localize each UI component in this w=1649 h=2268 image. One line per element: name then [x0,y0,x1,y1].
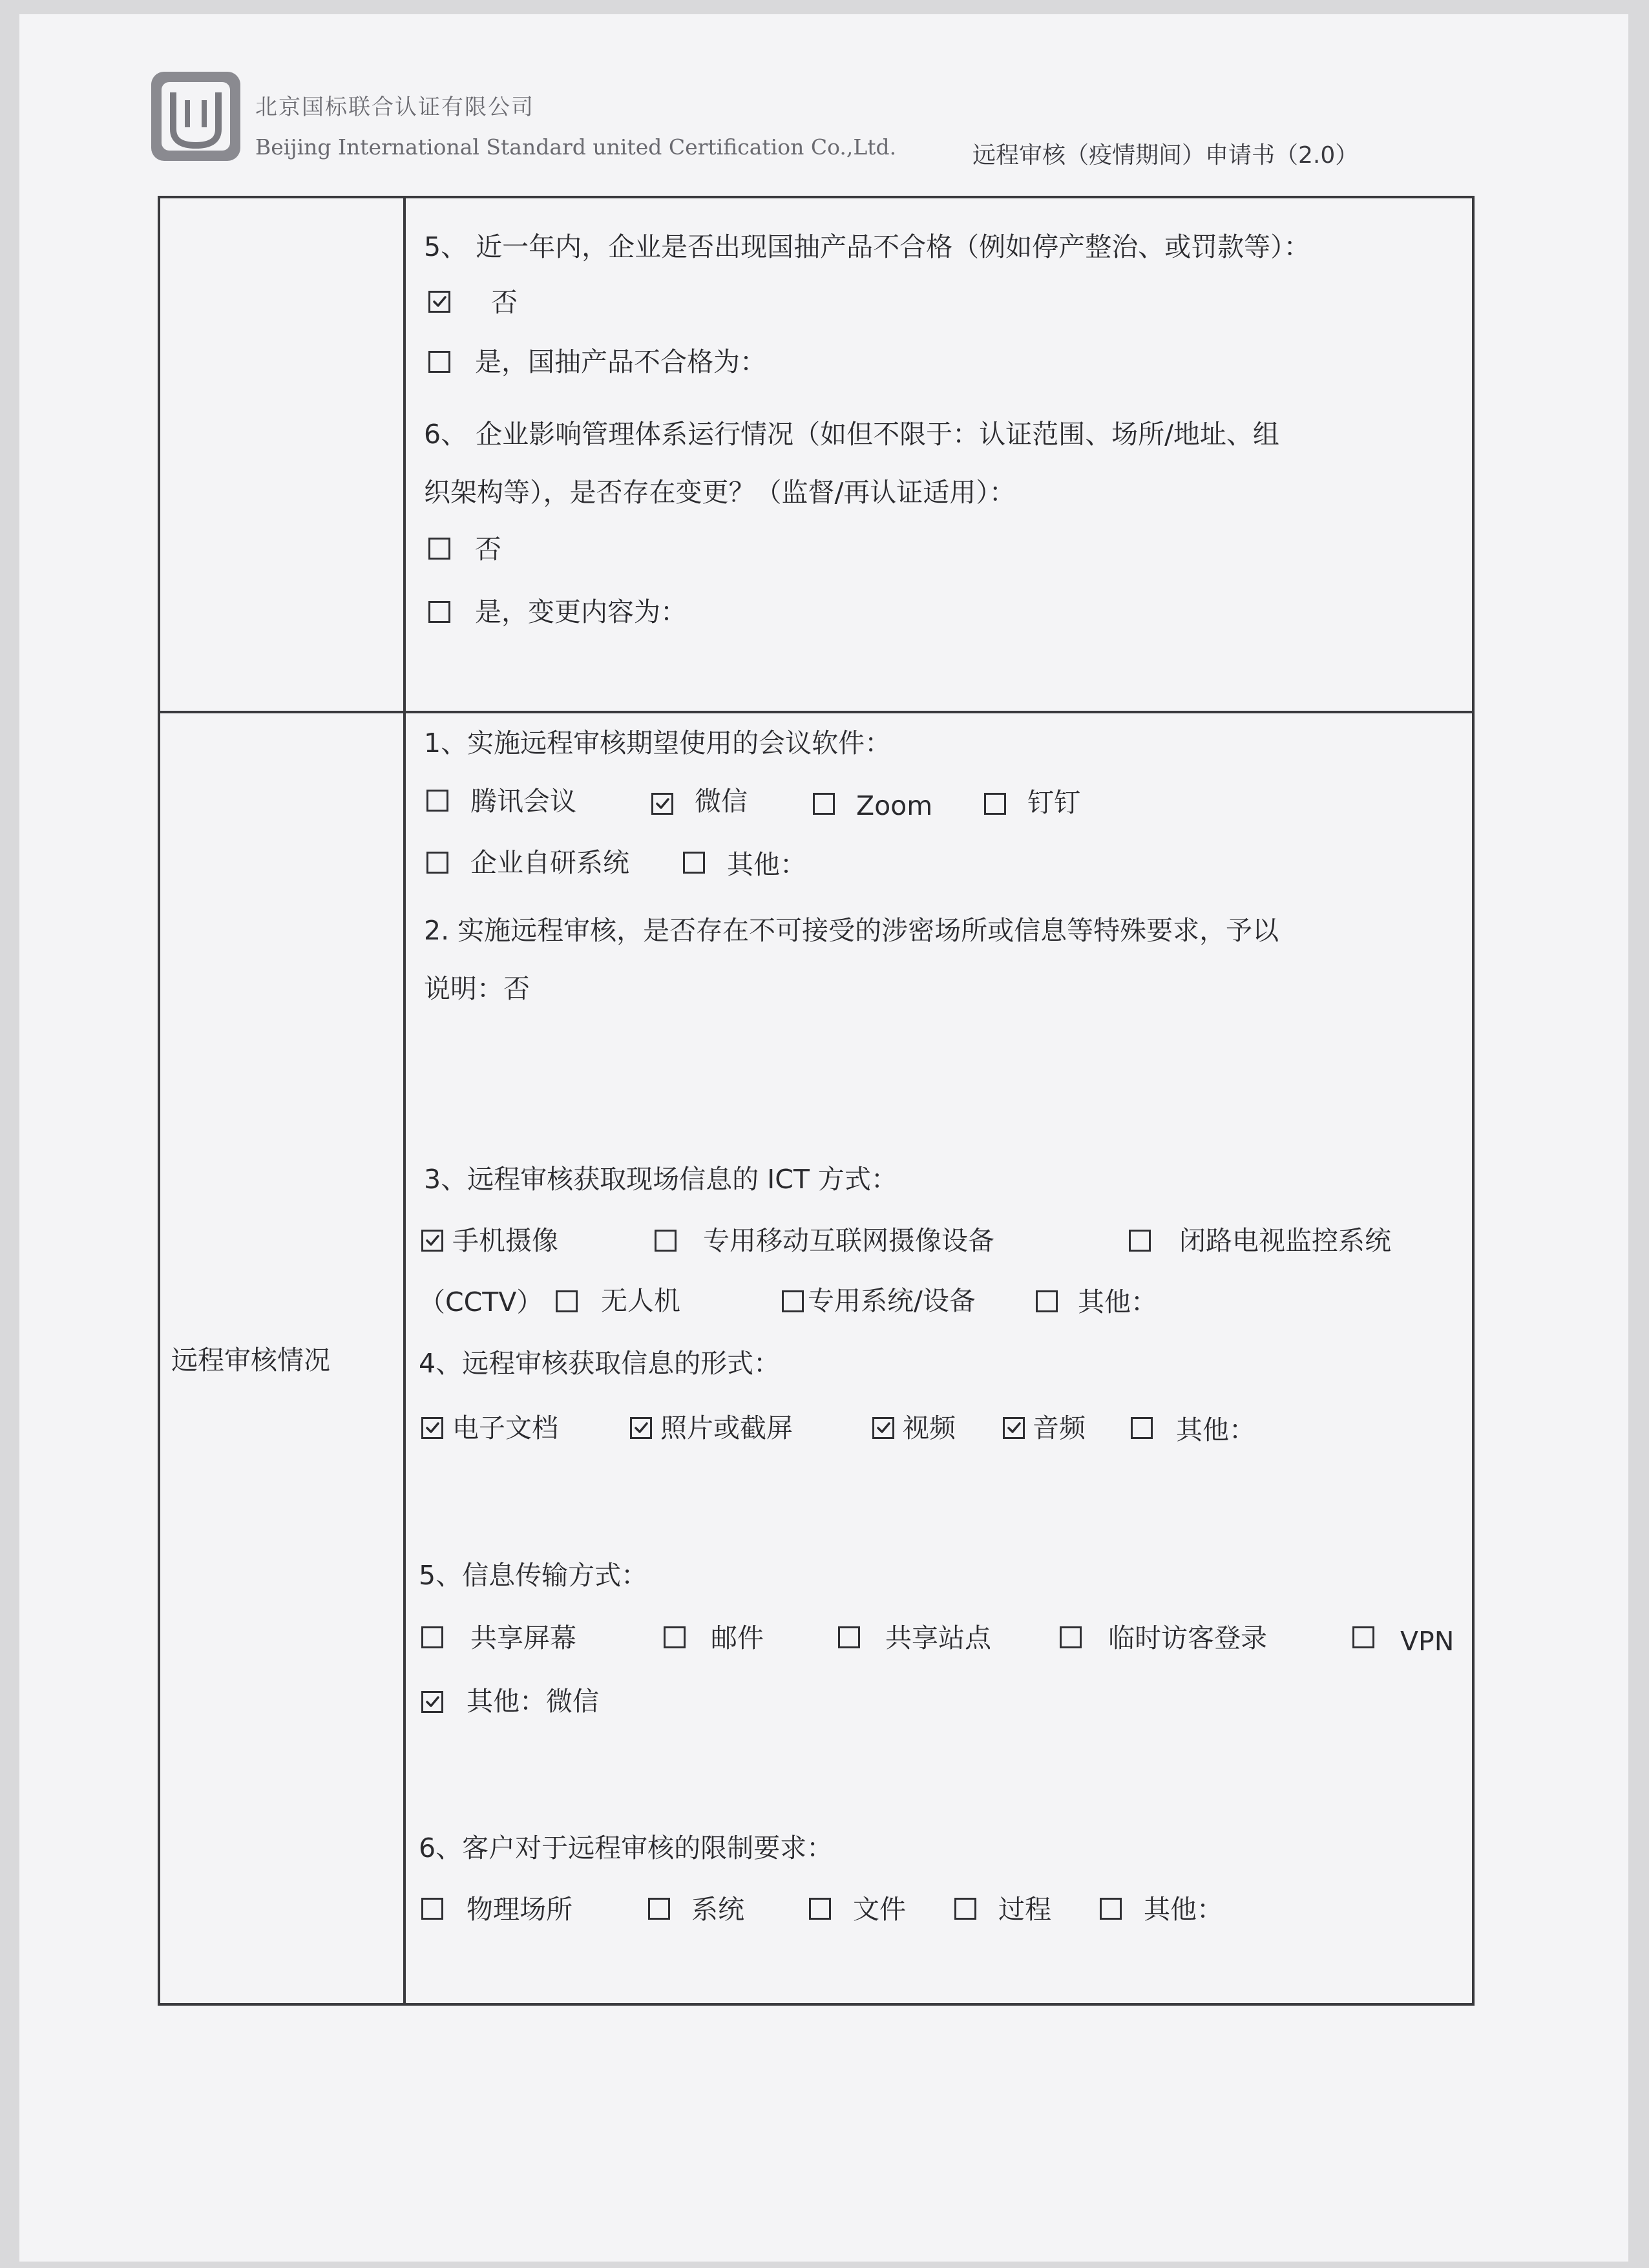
remote-q5-title: 5、信息传输方式： [419,1560,648,1591]
option-label: 是，变更内容为： [475,596,687,627]
checkbox-temp-guest-login[interactable] [1060,1626,1082,1648]
checkbox-tencent-meeting[interactable] [426,790,448,812]
question-6-title-line1: 6、 企业影响管理体系运行情况（如但不限于：认证范围、场所/地址、组 [424,419,1279,450]
option-label: 否 [491,287,518,318]
checkbox-other-format[interactable] [1131,1417,1153,1439]
company-logo [147,68,244,165]
remote-q6-title: 6、客户对于远程审核的限制要求： [419,1832,834,1864]
option-label: 否 [475,534,501,565]
option-label: 过程 [998,1894,1051,1925]
check-mark-icon [876,1420,891,1436]
check-mark-icon [655,796,670,812]
checkbox-other-transfer[interactable] [421,1691,443,1713]
check-mark-icon [425,1420,440,1436]
checkbox-physical-site[interactable] [421,1898,443,1920]
document-title: 远程审核（疫情期间）申请书（2.0） [972,142,1359,169]
check-mark-icon [425,1233,440,1248]
table-top-border [158,196,1473,198]
remote-q4-title: 4、远程审核获取信息的形式： [419,1348,781,1379]
checkbox-other-restriction[interactable] [1100,1898,1122,1920]
option-label: 文件 [853,1894,906,1925]
checkbox-photo-screenshot[interactable] [630,1417,652,1439]
option-label: 其他： [1176,1414,1255,1445]
option-label: 闭路电视监控系统 [1179,1225,1391,1256]
checkbox-share-screen[interactable] [421,1626,443,1648]
checkbox-self-developed-system[interactable] [426,852,448,874]
option-label: 手机摄像 [452,1225,558,1256]
remote-q2-title: 2. 实施远程审核，是否存在不可接受的涉密场所或信息等特殊要求，予以 [424,915,1279,946]
option-label: 共享站点 [885,1622,991,1654]
option-label: 电子文档 [452,1412,558,1444]
option-label: 微信 [695,786,748,817]
option-label: 系统 [691,1894,744,1925]
checkbox-email[interactable] [664,1626,686,1648]
remote-q1-title: 1、实施远程审核期望使用的会议软件： [424,728,892,759]
option-label: 视频 [903,1412,956,1444]
option-label: 其他： [727,849,806,880]
checkbox-electronic-document[interactable] [421,1417,443,1439]
option-label: 腾讯会议 [470,786,576,817]
option-label: 邮件 [711,1622,764,1654]
checkbox-dedicated-system[interactable] [782,1290,804,1312]
check-mark-icon [1006,1420,1022,1436]
checkbox-share-site[interactable] [838,1626,860,1648]
option-label: 其他： [1078,1286,1157,1318]
option-label: 是，国抽产品不合格为： [475,346,766,377]
option-label: Zoom [856,790,933,821]
option-label: 照片或截屏 [660,1412,793,1444]
check-mark-icon [633,1420,649,1436]
remote-q2-answer: 说明：否 [424,973,530,1004]
table-bottom-border [158,2003,1473,2006]
table-row-divider [158,711,1473,713]
company-name-cn: 北京国标联合认证有限公司 [255,94,534,120]
option-label: VPN [1400,1626,1455,1657]
option-label: 专用系统/设备 [808,1285,976,1316]
checkbox-vpn[interactable] [1352,1626,1374,1648]
checkbox-cctv[interactable] [1129,1230,1151,1252]
option-label: 无人机 [601,1285,680,1316]
checkbox-zoom[interactable] [813,793,835,815]
checkbox-mobile-internet-camera[interactable] [655,1230,677,1252]
checkbox-yes-change[interactable] [428,601,450,623]
checkbox-audio[interactable] [1003,1417,1025,1439]
remote-q3-title: 3、远程审核获取现场信息的 ICT 方式： [424,1164,898,1195]
checkbox-yes-product-failure[interactable] [428,351,450,373]
checkbox-process[interactable] [954,1898,976,1920]
option-label: 共享屏幕 [470,1622,576,1654]
check-mark-icon [425,1694,440,1710]
table-left-border [158,196,160,2006]
checkbox-other-ict[interactable] [1036,1290,1058,1312]
option-label: 钉钉 [1027,787,1080,818]
option-label: 企业自研系统 [470,847,629,878]
option-label: 其他：微信 [467,1686,599,1717]
option-label: 专用移动互联网摄像设备 [703,1225,994,1256]
company-name-en: Beijing International Standard united Certification Co.,Ltd. [255,134,897,160]
table-column-divider [403,196,406,2006]
checkbox-no-product-failure[interactable] [428,291,450,313]
checkbox-no-change[interactable] [428,538,450,560]
option-label: 音频 [1033,1412,1086,1444]
checkbox-dingtalk[interactable] [984,793,1006,815]
checkbox-phone-camera[interactable] [421,1230,443,1252]
option-label: 其他： [1144,1894,1223,1925]
option-label: 临时访客登录 [1108,1622,1267,1654]
question-5-title: 5、 近一年内，企业是否出现国抽产品不合格（例如停产整治、或罚款等）： [424,231,1310,262]
option-label: 物理场所 [467,1894,572,1925]
question-6-title-line2: 织架构等），是否存在变更？（监督/再认证适用）： [424,477,1016,508]
checkbox-file[interactable] [809,1898,831,1920]
row-label-remote-audit: 远程审核情况 [171,1345,330,1376]
checkbox-other-software[interactable] [683,852,705,874]
document-page [19,14,1628,2262]
checkbox-system[interactable] [648,1898,670,1920]
option-label-cctv: （CCTV） [419,1286,543,1318]
check-mark-icon [432,294,447,310]
checkbox-drone[interactable] [556,1290,578,1312]
checkbox-wechat[interactable] [651,793,673,815]
table-right-border [1472,196,1475,2006]
checkbox-video[interactable] [872,1417,894,1439]
